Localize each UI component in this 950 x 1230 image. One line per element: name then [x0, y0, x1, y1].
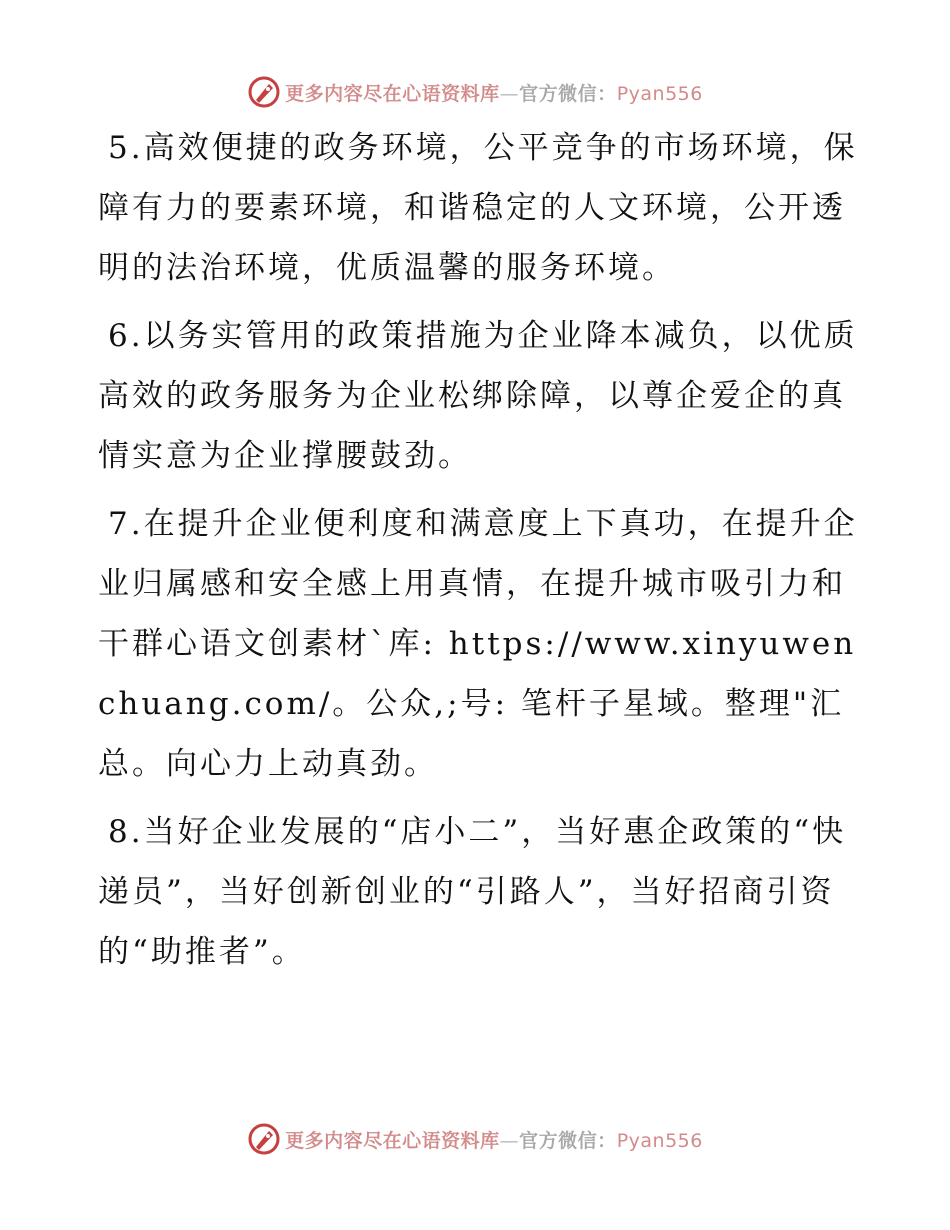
header-official-text: 官方微信： [519, 82, 617, 105]
footer-official-text: 官方微信： [519, 1129, 617, 1152]
footer-site-text: 更多内容尽在心语资料库 [285, 1129, 500, 1152]
header-dash: — [499, 82, 520, 105]
header-wechat-id: Pyan556 [616, 82, 703, 105]
footer-wechat-id: Pyan556 [616, 1129, 703, 1152]
header-site-text: 更多内容尽在心语资料库 [285, 82, 500, 105]
footer-banner-text [285, 1126, 703, 1153]
paragraph-5: 5.高效便捷的政务环境，公平竞争的市场环境，保障有力的要素环境，和谐稳定的人文环境，公开透明的法治环境，优质温馨的服务环境。 [98, 130, 858, 286]
document-body [98, 118, 858, 990]
pen-nib-logo-icon [247, 1122, 281, 1156]
paragraph-8: 8.当好企业发展的“店小二”，当好惠企政策的“快递员”，当好创新创业的“引路人”，当好招商引资的“助推者”。 [98, 814, 847, 970]
paragraph-6: 6.以务实管用的政策措施为企业降本减负，以优质高效的政务服务为企业松绑除障，以尊企爱企的真情实意为企业撑腰鼓劲。 [98, 318, 858, 474]
header-banner [0, 72, 950, 112]
paragraph-7: 7.在提升企业便利度和满意度上下真功，在提升企业归属感和安全感上用真情，在提升城市吸引力和干群心语文创素材`库: https://www.xinyuwenchuang.com/。公众,;号: 笔杆子星域。整理"汇总。向心力上动真劲。 [98, 506, 858, 782]
footer-dash: — [499, 1129, 520, 1152]
footer-banner [0, 1119, 950, 1159]
header-banner-text [285, 79, 703, 106]
pen-nib-logo-icon [247, 75, 281, 109]
